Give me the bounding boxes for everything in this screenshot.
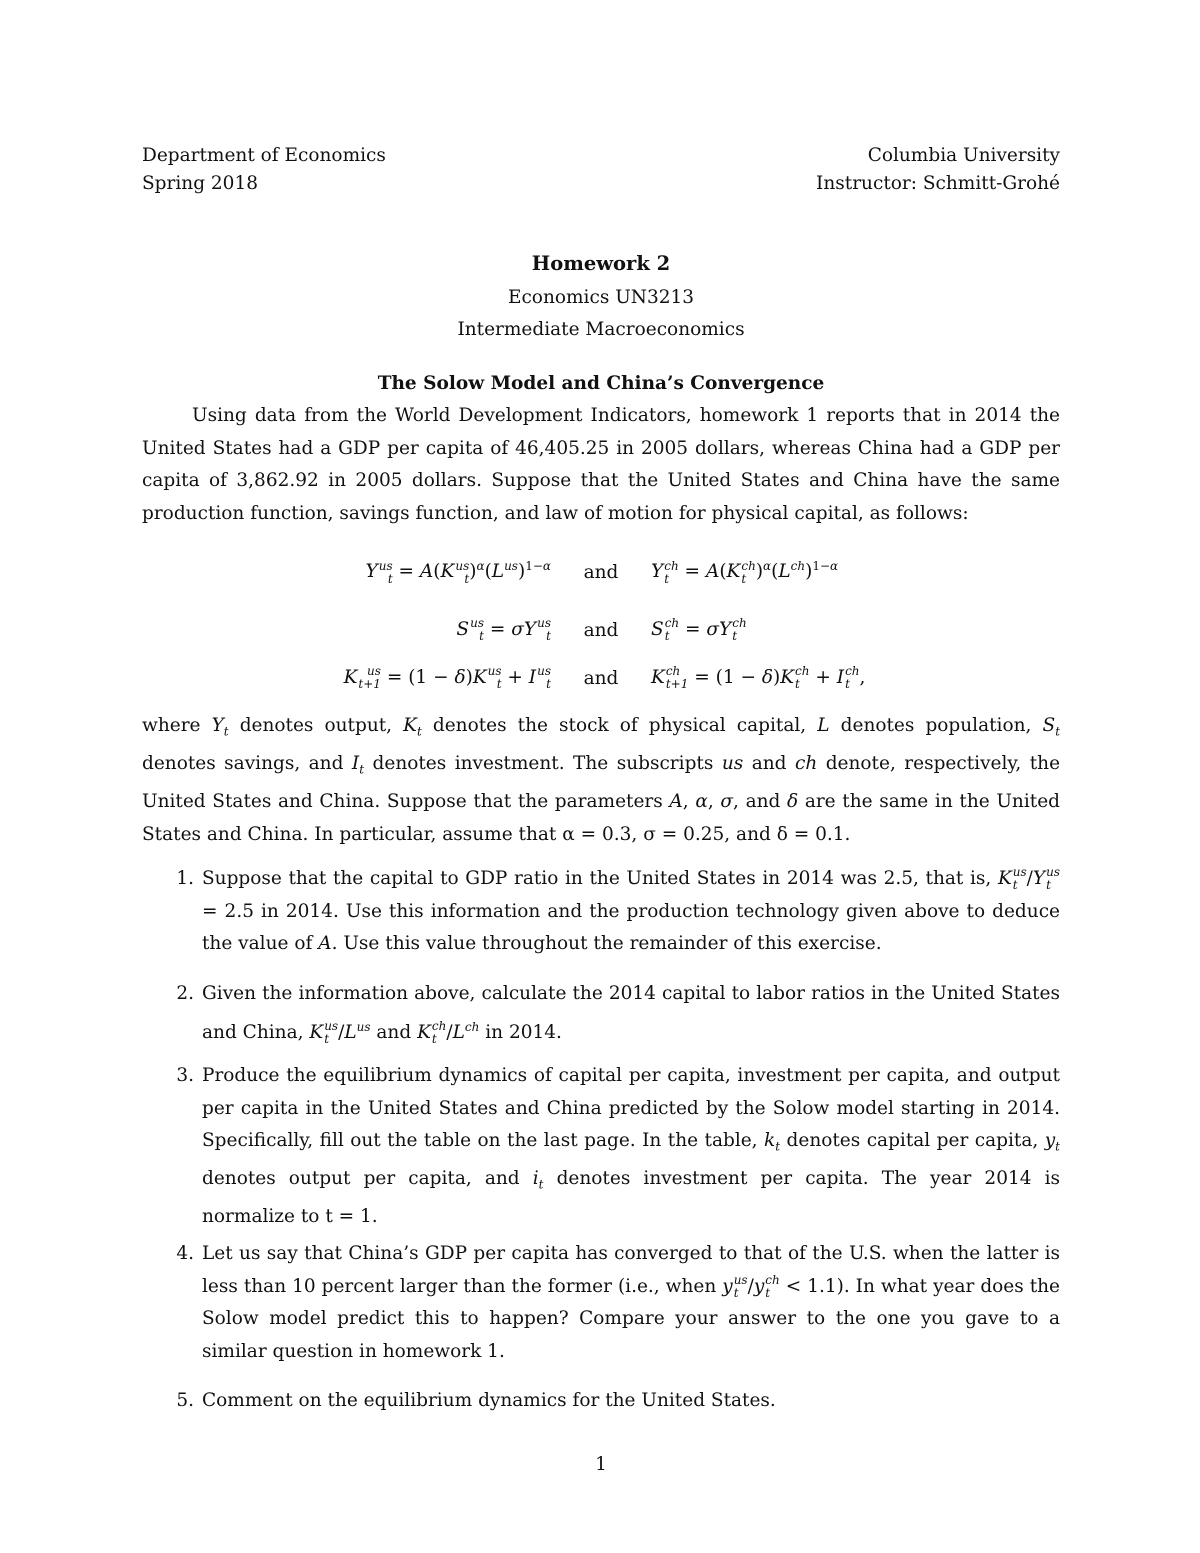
header-row-1 [142, 142, 1060, 170]
definitions-paragraph: where $Y_t$ denotes output, $K_t$ denotes the stock of physical capital, L denotes population, $S_t$ denotes savings, and $I_t$ denotes investment. The subscripts us and ch denote, respectively, the United States and China. Suppose that the parameters A, α, σ, and δ are the same in the United States and China. In particular, assume that α = 0.3, σ = 0.25, and δ = 0.1. [142, 715, 1061, 845]
homework-title: Homework 2 [531, 252, 671, 275]
question-3: 3. Produce the equilibrium dynamics of capital per capita, investment per capita, and output per capita in the United States and China predicted by the Solow model starting in 2014. Specifically, fill out the table on the last page. In the table, $k_t$ denotes capital per capita, $y_t$ denotes output per capita, and $i_t$ denotes investment per capita. The year 2014 is normalize to t = 1. [176, 1065, 1060, 1228]
instructor: Instructor: Schmitt-Grohé [816, 173, 1060, 194]
document-page [142, 0, 1060, 1553]
course-code: Economics UN3213 [507, 287, 695, 308]
header-row-2 [142, 170, 1060, 198]
equation-capital: K us t+1 = (1 − δ)K us t + I us t and K ch t+1 = (1 − δ)K ch t + I ch t , [343, 664, 866, 691]
intro-paragraph: Using data from the World Development Indicators, homework 1 reports that in 2014 the United States had a GDP per capita of 46,405.25 in 2005 dollars, whereas China had a GDP per capita of 3,862.92 in 2005 dollars. Suppose that the United States and China have the same production function, savings function, and law of motion for physical capital, as follows: [142, 405, 1060, 524]
and-text: and [583, 667, 619, 689]
and-text: and [583, 619, 619, 641]
and-text: and [583, 561, 619, 583]
course-name: Intermediate Macroeconomics [457, 319, 745, 340]
section-title: The Solow Model and China’s Convergence [377, 373, 825, 394]
term: Spring 2018 [142, 173, 258, 194]
equation-savings: S us t = σY us t and S ch t = σY ch t [456, 616, 747, 643]
page-number: 1 [595, 1454, 607, 1475]
university: Columbia University [867, 145, 1060, 166]
question-1: 1. Suppose that the capital to GDP ratio in the United States in 2014 was 2.5, that is, K us t /Y us t = 2.5 in 2014. Use this information and the production technology given above to deduce the value of A. Use this value throughout the remainder of this exercise. [176, 865, 1061, 954]
department: Department of Economics [142, 145, 386, 166]
question-5: 5. Comment on the equilibrium dynamics for the United States. [176, 1390, 776, 1411]
question-4: 4. Let us say that China’s GDP per capita has converged to that of the U.S. when the latter is less than 10 percent larger than the former (i.e., when y us t /y ch t < 1.1). In what year does the Solow model predict this to happen? Compare your answer to the one you gave to a similar question in homework 1. [176, 1243, 1061, 1362]
question-2: 2. Given the information above, calculate the 2014 capital to labor ratios in the United States and China, K us t $/L^{us}$ and K ch t $/L^{ch}$ in 2014. [176, 983, 1060, 1046]
equation-production: Y us t = A(K us t )$^\alpha(L^{us})^{1-\alpha}$ and Y ch t = A(K ch t )$^\alpha(L^{ch})^{1-\alpha}$ [365, 558, 839, 586]
